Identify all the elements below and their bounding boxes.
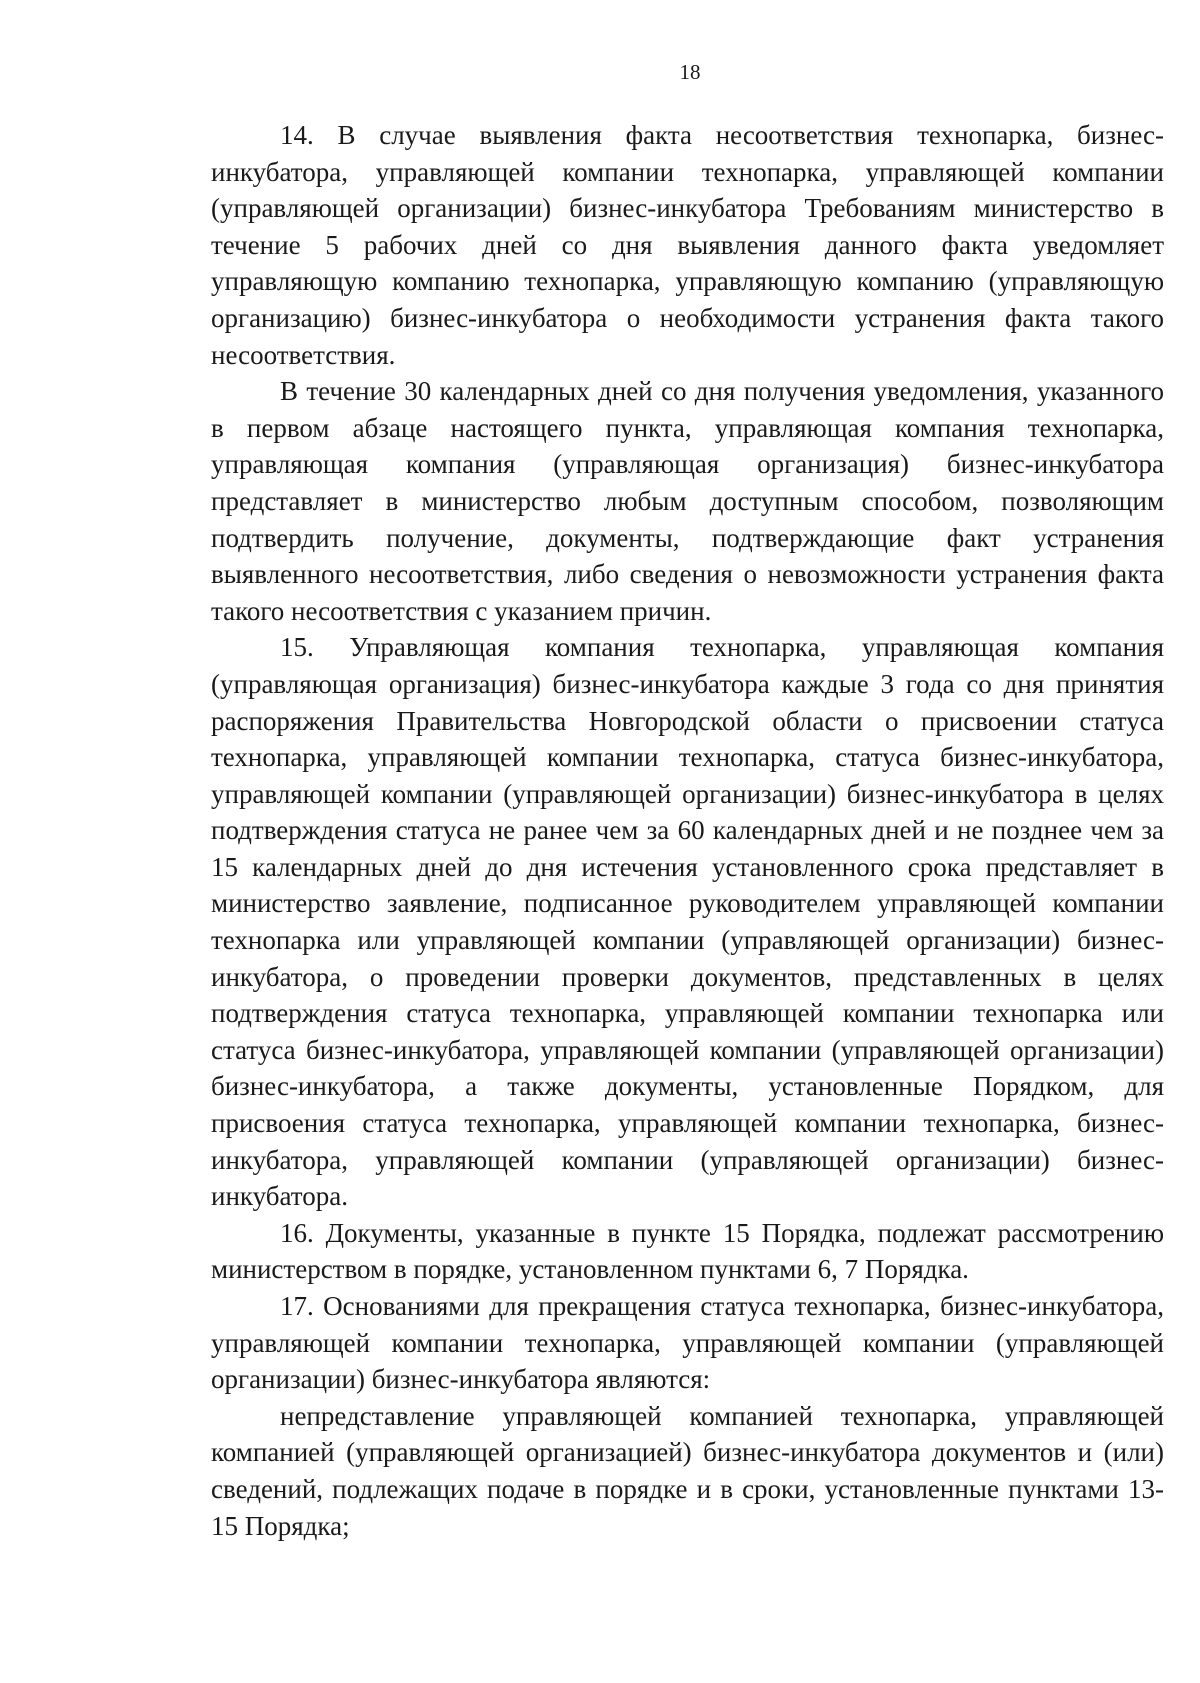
paragraph-14: 14. В случае выявления факта несоответствия технопарка, бизнес-инкубатора, управляющей компании технопарка, управляющей компании (управляющей организации) бизнес-инкубатора Требованиям министерство в течение 5 рабочих дней со дня выявления данного факта уведомляет управляющую компанию технопарка, управляющую компанию (управляющую организацию) бизнес-инкубатора о необходимости устранения факта такого несоответствия. xyxy=(211,120,1164,370)
paragraph-14-second: В течение 30 календарных дней со дня получения уведомления, указанного в первом абзаце настоящего пункта, управляющая компания технопарка, управляющая компания (управляющая организация) бизнес-инкубатора представляет в министерство любым доступным способом, позволяющим подтвердить получение, документы, подтверждающие факт устранения выявленного несоответствия, либо сведения о невозможности устранения факта такого несоответствия с указанием причин. xyxy=(211,376,1164,626)
paragraph-15: 15. Управляющая компания технопарка, управляющая компания (управляющая организация) бизнес-инкубатора каждые 3 года со дня принятия распоряжения Правительства Новгородской области о присвоении статуса технопарка, управляющей компании технопарка, статуса бизнес-инкубатора, управляющей компании (управляющей организации) бизнес-инкубатора в целях подтверждения статуса не ранее чем за 60 календарных дней и не позднее чем за 15 календарных дней до дня истечения установленного срока представляет в министерство заявление, подписанное руководителем управляющей компании технопарка или управляющей компании (управляющей организации) бизнес-инкубатора, о проведении проверки документов, представленных в целях подтверждения статуса технопарка, управляющей компании технопарка или статуса бизнес-инкубатора, управляющей компании (управляющей организации) бизнес-инкубатора, а также документы, установленные Порядком, для присвоения статуса технопарка, управляющей компании технопарка, бизнес-инкубатора, управляющей компании (управляющей организации) бизнес-инкубатора. xyxy=(211,632,1164,1212)
document-body xyxy=(211,117,1164,1544)
page-number: 18 xyxy=(679,60,701,84)
paragraph-17: 17. Основаниями для прекращения статуса технопарка, бизнес-инкубатора, управляющей компании технопарка, управляющей компании (управляющей организации) бизнес-инкубатора являются: xyxy=(211,1291,1164,1395)
paragraph-16: 16. Документы, указанные в пункте 15 Порядка, подлежат рассмотрению министерством в порядке, установленном пунктами 6, 7 Порядка. xyxy=(211,1217,1164,1285)
paragraph-17-item: непредставление управляющей компанией технопарка, управляющей компанией (управляющей организацией) бизнес-инкубатора документов и (или) сведений, подлежащих подаче в порядке и в сроки, установленные пунктами 13-15 Порядка; xyxy=(211,1400,1164,1541)
